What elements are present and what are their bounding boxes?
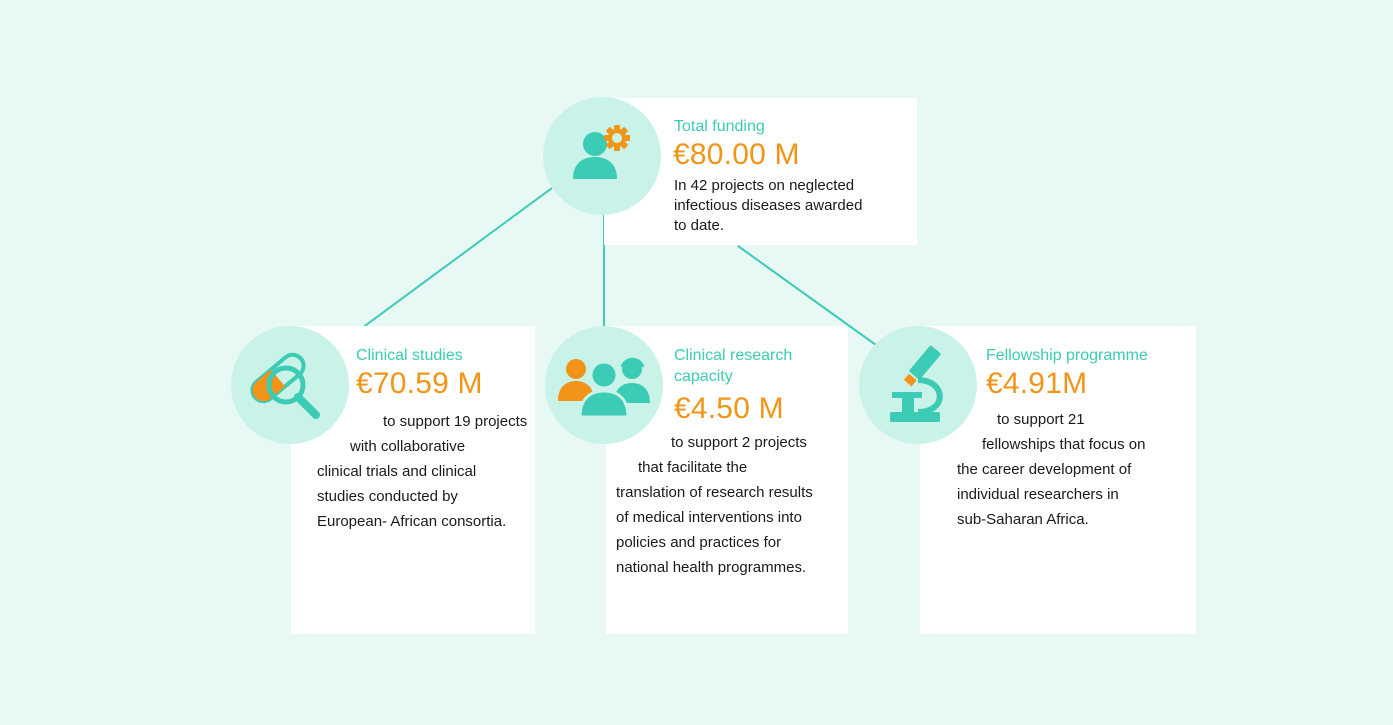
description-line: fellowships that focus on <box>982 436 1146 453</box>
total-funding-title: Total funding <box>674 118 765 135</box>
connector-clinical-studies <box>362 188 552 328</box>
description-line: studies conducted by <box>317 488 458 505</box>
description-line: In 42 projects on neglected <box>674 177 855 194</box>
total-funding-amount: €80.00 M <box>673 138 800 171</box>
clinical-studies-description <box>317 409 533 534</box>
total-funding-description <box>674 176 862 236</box>
description-line: infectious diseases awarded <box>674 197 863 214</box>
people-group-icon <box>554 345 654 425</box>
microscope-icon <box>878 340 958 430</box>
description-line: to support 21 <box>997 411 1085 428</box>
research-capacity-circle <box>545 326 663 444</box>
description-line: to support 19 projects <box>383 413 528 430</box>
total-funding-circle <box>543 97 661 215</box>
title-line: capacity <box>674 368 733 385</box>
clinical-studies-amount: €70.59 M <box>356 367 483 400</box>
user-gear-icon <box>567 121 637 191</box>
clinical-studies-title: Clinical studies <box>356 347 463 364</box>
description-line: that facilitate the <box>638 459 748 476</box>
description-line: the career development of <box>957 461 1132 478</box>
description-line: to date. <box>674 217 725 234</box>
description-line: of medical interventions into <box>616 509 802 526</box>
description-line: with collaborative <box>350 438 466 455</box>
description-line: European- African consortia. <box>317 513 507 530</box>
description-line: translation of research results <box>616 484 813 501</box>
research-capacity-title <box>674 345 792 387</box>
description-line: national health programmes. <box>616 559 807 576</box>
research-capacity-amount: €4.50 M <box>674 392 784 425</box>
description-line: sub-Saharan Africa. <box>957 511 1089 528</box>
description-line: policies and practices for <box>616 534 782 551</box>
title-line: Clinical research <box>674 347 793 364</box>
fellowship-title: Fellowship programme <box>986 347 1148 364</box>
fellowship-description <box>957 407 1193 532</box>
description-line: individual researchers in <box>957 486 1119 503</box>
research-capacity-description <box>616 430 846 580</box>
description-line: clinical trials and clinical <box>317 463 477 480</box>
fellowship-amount: €4.91M <box>986 367 1088 400</box>
description-line: to support 2 projects <box>671 434 807 451</box>
